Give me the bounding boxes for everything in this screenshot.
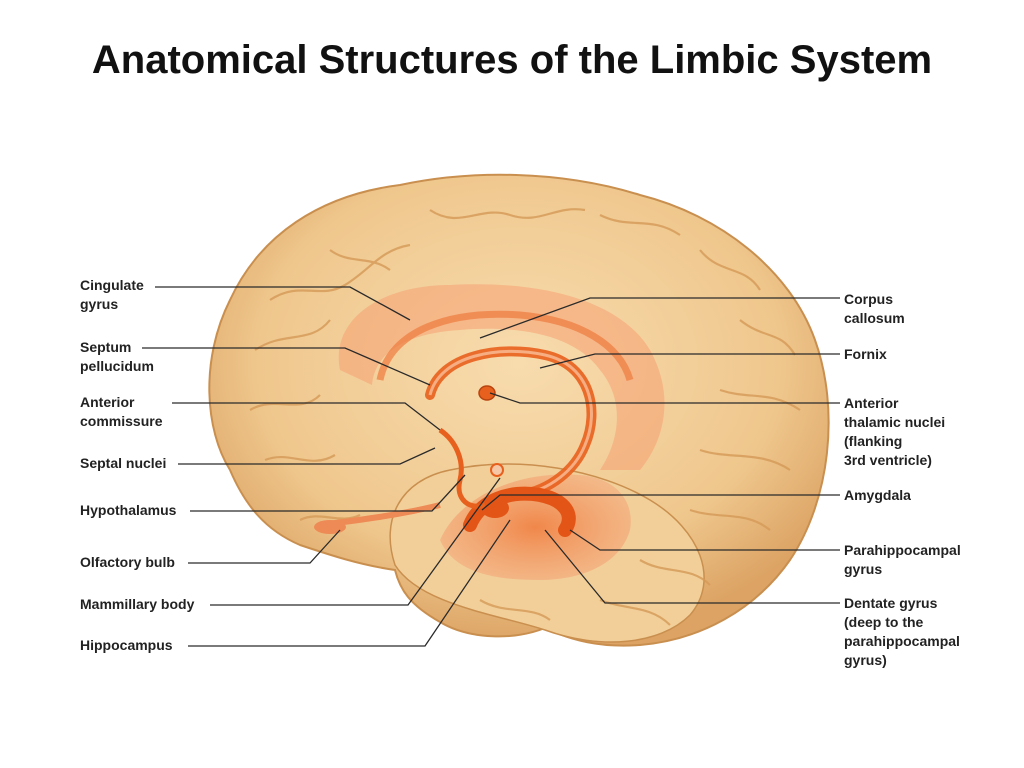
label-mammillary-body: Mammillary body [80, 596, 195, 612]
label-dentate-gyrus: Dentate gyrus (deep to the parahippocampal gyrus) [844, 595, 960, 668]
label-cingulate-gyrus: Cingulate gyrus [80, 277, 144, 312]
label-fornix: Fornix [844, 346, 887, 362]
label-olfactory-bulb: Olfactory bulb [80, 554, 175, 570]
olfactory-bulb-shape [314, 520, 346, 534]
label-septal-nuclei: Septal nuclei [80, 455, 167, 471]
thalamic-nucleus-shape [479, 386, 495, 400]
mammillary-body-shape [491, 464, 503, 476]
label-hypothalamus: Hypothalamus [80, 502, 177, 518]
label-anterior-thalamic-nuclei: Anterior thalamic nuclei (flanking 3rd ventricle) [844, 395, 946, 468]
label-anterior-commissure: Anterior commissure [80, 394, 163, 429]
label-septum-pellucidum: Septum pellucidum [80, 339, 154, 374]
label-hippocampus: Hippocampus [80, 637, 173, 653]
slide-title: Anatomical Structures of the Limbic System [91, 38, 933, 82]
label-amygdala: Amygdala [844, 487, 911, 503]
label-corpus-callosum: Corpus callosum [844, 291, 905, 326]
label-parahippocampal-gyrus: Parahippocampal gyrus [844, 542, 961, 577]
